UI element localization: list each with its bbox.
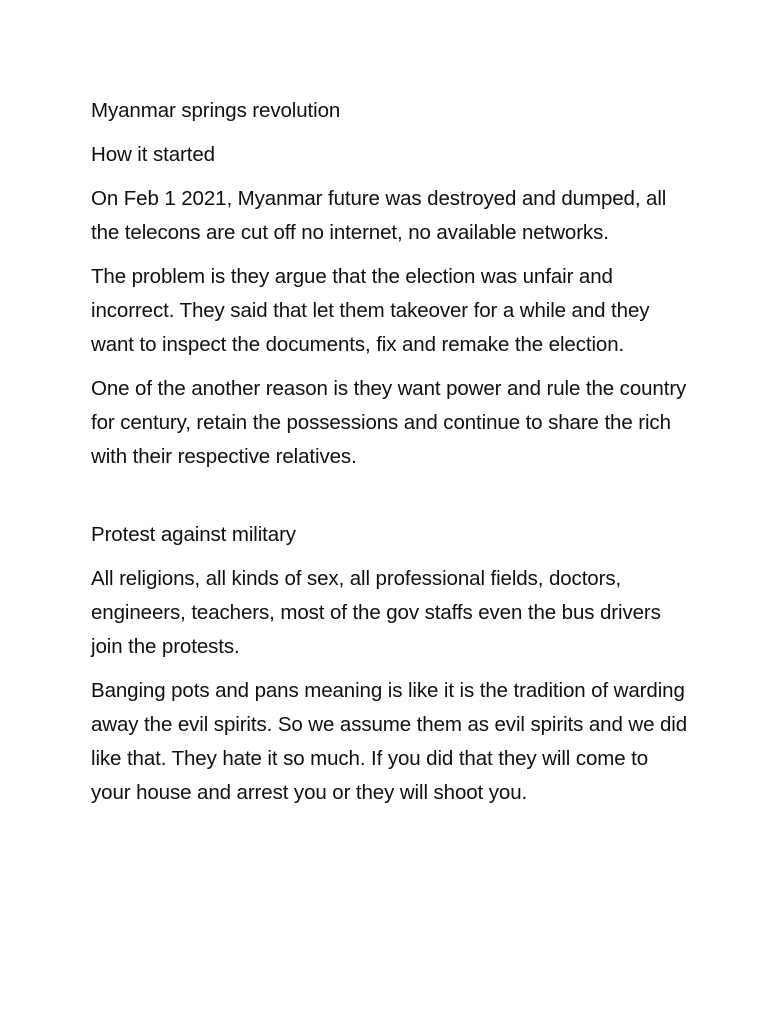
section-heading-how-it-started: How it started [91, 143, 215, 166]
paragraph: On Feb 1 2021, Myanmar future was destroyed and dumped, all the telecons are cut off no internet, no available networks. [91, 187, 667, 244]
document-title: Myanmar springs revolution [91, 99, 341, 122]
paragraph: All religions, all kinds of sex, all professional fields, doctors, engineers, teachers, most of the gov staffs even the bus drivers join the protests. [91, 567, 661, 658]
section-heading-protest: Protest against military [91, 523, 296, 546]
paragraph: Banging pots and pans meaning is like it is the tradition of warding away the evil spirits. So we assume them as evil spirits and we did like that. They hate it so much. If you did that they will come to your house and arrest you or they will shoot you. [91, 679, 688, 804]
blank-line [91, 484, 691, 518]
document-body [91, 94, 691, 820]
paragraph: One of the another reason is they want power and rule the country for century, retain the possessions and continue to share the rich with their respective relatives. [91, 377, 687, 468]
paragraph: The problem is they argue that the election was unfair and incorrect. They said that let them takeover for a while and they want to inspect the documents, fix and remake the election. [91, 265, 650, 356]
